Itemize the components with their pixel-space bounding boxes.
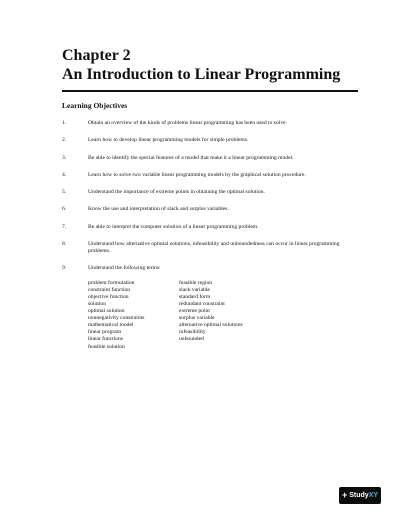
brand-name-study: Study [349,492,369,499]
document-page [62,46,358,351]
objective-number: 9. [62,265,67,272]
chapter-number: Chapter 2 [62,47,131,64]
objective-text: Understand how alternative optimal solutions, infeasibility and unboundedness can occur in linear programming problems. [88,241,340,255]
objective-number: 5. [62,189,67,196]
objective-number: 3. [62,154,67,161]
objective-text: Understand the importance of extreme points in obtaining the optimal solution. [88,189,265,196]
term-item: surplus variable [179,315,215,322]
term-item: standard form [179,293,211,300]
chapter-name: An Introduction to Linear Programming [62,66,341,83]
objective-text: Be able to identify the special features of a model that make it a linear programming model. [88,154,294,161]
objective-number: 1. [62,120,67,126]
objective-item [62,137,358,144]
term-item: optimal solution [88,308,125,315]
term-item: objective function [88,293,129,300]
terms-list [88,280,358,351]
term-item: feasible region [179,279,213,286]
objective-text: Learn how to develop linear programming models for simple problems. [88,137,249,144]
plus-icon: + [341,490,348,500]
studyxy-logo [339,487,381,504]
term-item: nonnegativity constraints [88,315,145,322]
term-item: slack variable [179,286,210,293]
objective-item [62,172,358,179]
objective-number: 6. [62,206,67,213]
objective-number: 7. [62,223,67,230]
term-item: feasible solution [88,343,125,350]
term-item: infeasibility [179,329,206,336]
objective-text: Be able to interpret the computer solution of a linear programming problem. [88,223,259,230]
term-item: unbounded [179,336,204,343]
objective-text: Obtain an overview of the kinds of problems linear programming has been used to solve. [88,120,287,126]
term-item: extreme point [179,308,210,315]
term-item: redundant constraint [179,300,225,307]
objective-number: 2. [62,137,67,144]
term-item: constraint function [88,286,131,293]
terms-column-right [179,280,270,351]
title-divider [62,90,358,92]
term-item: problem formulation [88,279,135,286]
chapter-title [62,46,358,84]
objectives-list [62,120,358,272]
objective-item [62,120,358,127]
objective-text: Learn how to solve two variable linear programming models by the graphical solution procedure. [88,171,306,178]
objective-item [62,241,358,255]
objectives-heading: Learning Objectives [62,101,128,110]
objective-item [62,206,358,213]
brand-name-xy: XY [368,492,379,499]
terms-column-left [88,280,179,351]
objective-text: Understand the following terms: [88,265,161,272]
term-item: linear functions [88,336,123,343]
objective-number: 4. [62,171,67,178]
objective-item [62,265,358,272]
objective-number: 8. [62,241,67,248]
objective-text: Know the use and interpretation of slack and surplus variables. [88,206,229,213]
objective-item [62,189,358,196]
objective-item [62,224,358,231]
objective-item [62,155,358,162]
term-item: linear program [88,329,122,336]
term-item: mathematical model [88,322,134,329]
term-item: alternative optimal solutions [179,322,243,329]
term-item: solution [88,300,107,307]
